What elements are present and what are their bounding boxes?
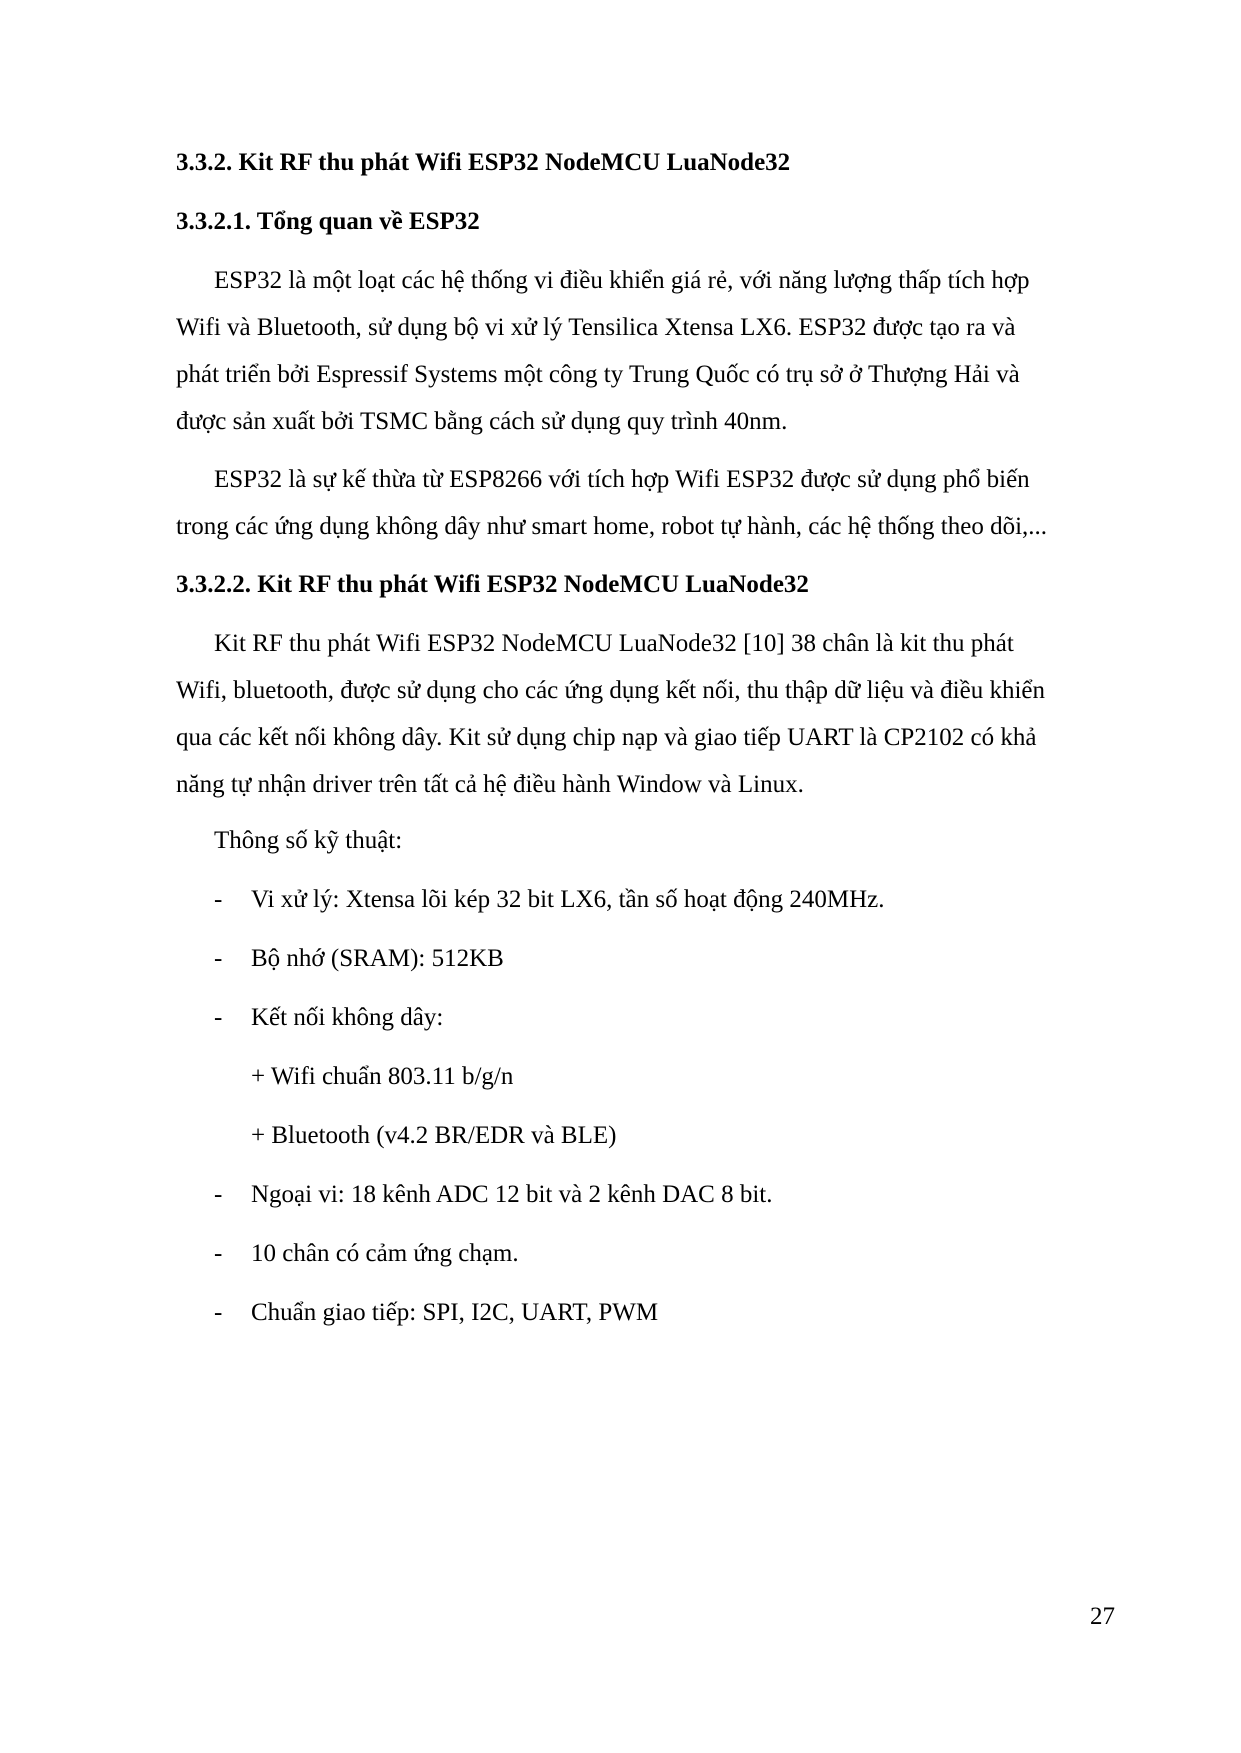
paragraph-line: qua các kết nối không dây. Kit sử dụng chip nạp và giao tiếp UART là CP2102 có khả bbox=[176, 724, 1037, 751]
list-item: Vi xử lý: Xtensa lõi kép 32 bit LX6, tần số hoạt động 240MHz. bbox=[251, 886, 885, 913]
paragraph-line: ESP32 là sự kế thừa từ ESP8266 với tích hợp Wifi ESP32 được sử dụng phổ biến bbox=[214, 466, 1030, 493]
section-heading-3-3-2: 3.3.2. Kit RF thu phát Wifi ESP32 NodeMCU LuaNode32 bbox=[176, 149, 791, 176]
sub-list-item: + Wifi chuẩn 803.11 b/g/n bbox=[251, 1063, 514, 1090]
list-item: Bộ nhớ (SRAM): 512KB bbox=[251, 945, 504, 972]
sub-list-item: + Bluetooth (v4.2 BR/EDR và BLE) bbox=[251, 1122, 617, 1149]
paragraph-esp32-successor bbox=[176, 456, 1116, 550]
list-bullet-dash: - bbox=[214, 1299, 223, 1326]
paragraph-line: Wifi và Bluetooth, sử dụng bộ vi xử lý Tensilica Xtensa LX6. ESP32 được tạo ra và bbox=[176, 314, 1016, 341]
page-number: 27 bbox=[1090, 1603, 1115, 1630]
paragraph-line: Wifi, bluetooth, được sử dụng cho các ứng dụng kết nối, thu thập dữ liệu và điều khiển bbox=[176, 677, 1046, 704]
list-item: Chuẩn giao tiếp: SPI, I2C, UART, PWM bbox=[251, 1299, 659, 1326]
paragraph-line: năng tự nhận driver trên tất cả hệ điều hành Window và Linux. bbox=[176, 771, 804, 798]
list-item: Kết nối không dây: bbox=[251, 1004, 444, 1031]
paragraph-line: trong các ứng dụng không dây như smart home, robot tự hành, các hệ thống theo dõi,... bbox=[176, 513, 1048, 540]
subsection-heading-3-3-2-1: 3.3.2.1. Tổng quan về ESP32 bbox=[176, 208, 480, 235]
paragraph-kit-description bbox=[176, 620, 1116, 808]
list-bullet-dash: - bbox=[214, 886, 223, 913]
list-bullet-dash: - bbox=[214, 1004, 223, 1031]
paragraph-line: Kit RF thu phát Wifi ESP32 NodeMCU LuaNode32 [10] 38 chân là kit thu phát bbox=[214, 630, 1014, 657]
paragraph-line: ESP32 là một loạt các hệ thống vi điều khiển giá rẻ, với năng lượng thấp tích hợp bbox=[214, 267, 1030, 294]
list-item: 10 chân có cảm ứng chạm. bbox=[251, 1240, 519, 1267]
list-bullet-dash: - bbox=[214, 1240, 223, 1267]
list-bullet-dash: - bbox=[214, 945, 223, 972]
paragraph-esp32-overview bbox=[176, 257, 1116, 445]
paragraph-line: được sản xuất bởi TSMC bằng cách sử dụng quy trình 40nm. bbox=[176, 408, 788, 435]
paragraph-line: phát triển bởi Espressif Systems một công ty Trung Quốc có trụ sở ở Thượng Hải và bbox=[176, 361, 1020, 388]
subsection-heading-3-3-2-2: 3.3.2.2. Kit RF thu phát Wifi ESP32 NodeMCU LuaNode32 bbox=[176, 571, 809, 598]
list-bullet-dash: - bbox=[214, 1181, 223, 1208]
specs-intro: Thông số kỹ thuật: bbox=[214, 827, 403, 854]
list-item: Ngoại vi: 18 kênh ADC 12 bit và 2 kênh DAC 8 bit. bbox=[251, 1181, 773, 1208]
